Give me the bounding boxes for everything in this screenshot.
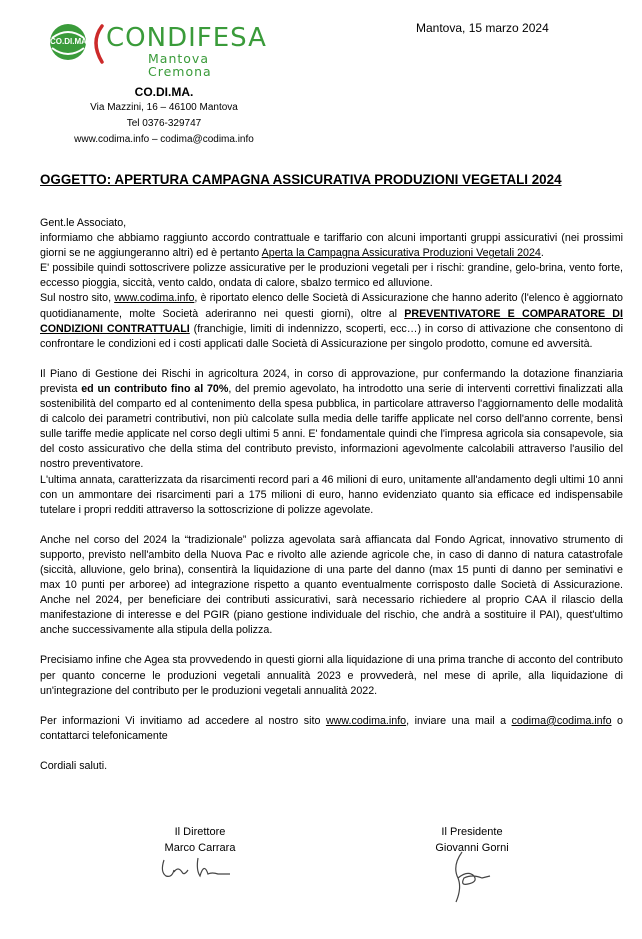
preventivatore-link[interactable]: PREVENTIVATORE E COMPARATORE DI CONDIZIONI CONTRATTUALI xyxy=(40,307,623,335)
paragraph-3: Sul nostro sito, www.codima.info, è riportato elenco delle Società di Assicurazione che hanno aderito (l'elenco è aggiornato quotidianamente, molte Società aderiranno nei questi giorni), oltre al PREVENTIVATORE E COMPARATORE DI CONDIZIONI CONTRATTUALI (franchigie, limiti di indennizzo, scoperti, ecc…) in corso di attivazione che consentono di confrontare le condizioni ed i costi applicati dalle Società di Assicurazione per singolo prodotto, comune ed avversità. xyxy=(40,292,623,350)
campaign-link[interactable]: Aperta la Campagna Assicurativa Produzioni Vegetali 2024 xyxy=(261,247,541,260)
paragraph-7: Precisiamo infine che Agea sta provvedendo in questi giorni alla liquidazione di una prima tranche di acconto del contributo per quanto concerne le produzioni vegetali annualità 2023 e provvederà, nel mese di aprile, alla liquidazione di un'integrazione del contributo per le produzioni vegetali annualità 2022. xyxy=(40,654,623,697)
condifesa-logo xyxy=(44,18,267,79)
logo-subtitle-mantova: Mantova xyxy=(148,51,209,66)
logo-name: CONDIFESA xyxy=(106,23,267,53)
paragraph-6: Anche nel corso del 2024 la “tradizionale” polizza agevolata sarà affiancata dal Fondo Agricat, innovativo strumento di supporto, previsto nell'ambito della Nuova Pac e rivolto alle aziende agricole che, in caso di danno di natura catastrofale (siccità, alluvione, gelo brina), consentirà la liquidazione di una parte del danno (max 15 punti di danno per seminativi e max 10 punti per arboree) ad integrazione rispetto a quanto eventualmente corrisposto dalle Società di Assicurazione. Anche nel 2024, per beneficiare dei contributi assicurativi, sarà necessario richiedere al proprio CAA il rilascio della manifestazione di interesse e del PGIR (piano gestione individuale del rischio, che andrà a sostituire il PAI), quest'ultimo anche successivamente alla stipula della polizza. xyxy=(40,533,623,637)
director-name: Marco Carrara xyxy=(164,842,236,854)
director-signature-icon xyxy=(158,852,238,882)
sender-web-email: www.codima.info – codima@codima.info xyxy=(74,134,254,145)
paragraph-5: L'ultima annata, caratterizzata da risarcimenti record pari a 46 milioni di euro, unitamente all'andamento degli ultimi 10 anni con un ammontare dei risarcimenti pari a 175 milioni di euro, hanno evidenziato quanto sia efficace ed indispensabile tutelare i propri redditi attraverso la sottoscrizione di polizze agevolate. xyxy=(40,473,623,516)
paragraph-8: Per informazioni Vi invitiamo ad accedere al nostro sito www.codima.info, inviare una mail a codima@codima.info o contattarci telefonicamente xyxy=(40,714,623,742)
paragraph-2: E' possibile quindi sottoscrivere polizze assicurative per le produzioni vegetali per i rischi: grandine, gelo-brina, vento forte, eccesso pioggia, siccità, vento caldo, ondata di calore, sbalzo termico ed alluvione. xyxy=(40,262,623,290)
sender-name: CO.DI.MA. xyxy=(134,85,194,99)
president-title: Il Presidente xyxy=(441,826,503,838)
contribution-highlight: ed un contributo fino al 70% xyxy=(81,382,229,395)
website-link[interactable]: www.codima.info xyxy=(114,292,195,305)
logo-subtitle-cremona: Cremona xyxy=(148,64,212,79)
emblem-text: CO.DI.MA. xyxy=(50,37,90,46)
closing: Cordiali saluti. xyxy=(40,759,108,772)
letter-subject: OGGETTO: APERTURA CAMPAGNA ASSICURATIVA PRODUZIONI VEGETALI 2024 xyxy=(40,172,562,187)
email-link[interactable]: codima@codima.info xyxy=(511,714,612,727)
president-signature-icon xyxy=(438,848,498,908)
paragraph-1: informiamo che abbiamo raggiunto accordo contrattuale e tariffario con alcuni importanti gruppi assicurativi (nei prossimi giorni se ne aggiungeranno altri) ed è pertanto Aperta la Campagna Assicurativa Produzioni Vegetali 2024. xyxy=(40,232,623,260)
director-title: Il Direttore xyxy=(174,826,226,838)
sender-phone: Tel 0376-329747 xyxy=(126,118,202,129)
paragraph-4: Il Piano di Gestione dei Rischi in agricoltura 2024, in corso di approvazione, pur confermando la dotazione finanziaria prevista ed un contributo fino al 70%, del premio agevolato, ha introdotto una serie di interventi correttivi finalizzati alla sostenibilità del comparto ed al contenimento della spesa pubblica, in particolare attraverso l'aggiornamento delle modalità di calcolo dei parametri contributivi, non più calcolate sulla media delle tariffe applicate nel corso dell'anno corrente, bensì sulle tariffe medie applicate nel corso degli ultimi 5 anni. E' fondamentale quindi che l'impresa agricola sia consapevole, sia del costo assicurativo che della stima del contributo previsto, informazioni agevolmente calcolabili attraverso l'ausilio del nostro preventivatore. xyxy=(40,367,623,471)
website-link-2[interactable]: www.codima.info xyxy=(325,714,407,727)
sender-block xyxy=(64,84,264,148)
president-name: Giovanni Gorni xyxy=(435,842,509,854)
sender-address: Via Mazzini, 16 – 46100 Mantova xyxy=(90,102,238,113)
condifesa-emblem-icon xyxy=(44,18,106,74)
greeting: Gent.le Associato, xyxy=(40,217,127,229)
letter-date: Mantova, 15 marzo 2024 xyxy=(416,21,549,35)
letter-body xyxy=(40,216,623,774)
